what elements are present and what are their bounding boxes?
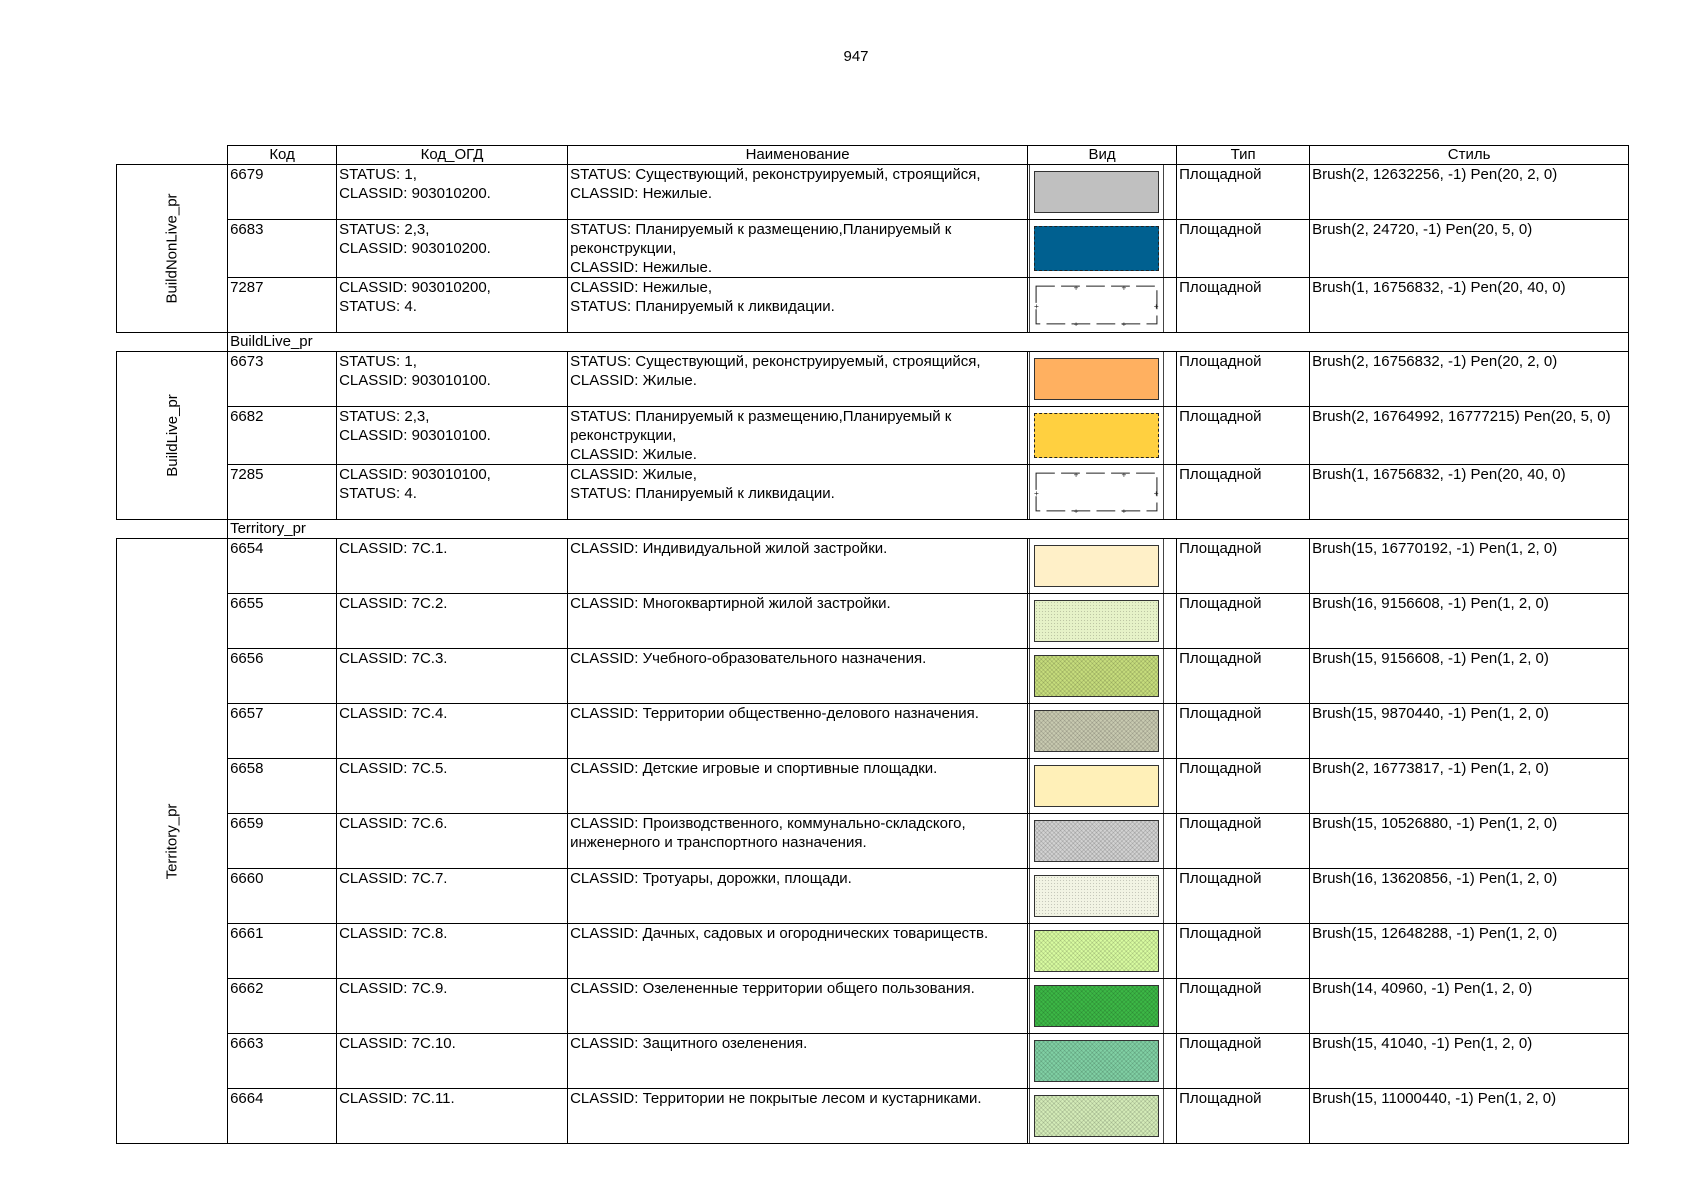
section-label: Territory_pr	[228, 520, 1629, 539]
type-cell: Площадной	[1177, 407, 1310, 465]
swatch-cell	[1028, 539, 1177, 594]
section-gap	[117, 520, 228, 539]
ogd-code-cell: CLASSID: 7С.5.	[337, 759, 568, 814]
table-row	[117, 407, 1629, 465]
fill-swatch	[1034, 875, 1159, 917]
code-cell: 6673	[228, 352, 337, 407]
name-cell: STATUS: Планируемый к размещению,Планируемый к реконструкции, CLASSID: Нежилые.	[568, 220, 1028, 278]
type-cell: Площадной	[1177, 165, 1310, 220]
fill-swatch	[1034, 226, 1159, 271]
fill-swatch	[1034, 930, 1159, 972]
name-cell: CLASSID: Детские игровые и спортивные площадки.	[568, 759, 1028, 814]
name-cell: CLASSID: Озелененные территории общего пользования.	[568, 979, 1028, 1034]
ogd-code-cell: CLASSID: 7С.9.	[337, 979, 568, 1034]
code-cell: 6657	[228, 704, 337, 759]
code-cell: 6654	[228, 539, 337, 594]
ogd-code-cell: CLASSID: 7С.11.	[337, 1089, 568, 1144]
header-kod-ogd: Код_ОГД	[337, 146, 568, 165]
fill-swatch	[1034, 655, 1159, 697]
table-row	[117, 278, 1629, 333]
header-style: Стиль	[1310, 146, 1629, 165]
type-cell: Площадной	[1177, 924, 1310, 979]
code-cell: 6658	[228, 759, 337, 814]
table-row	[117, 704, 1629, 759]
ogd-code-cell: CLASSID: 7С.10.	[337, 1034, 568, 1089]
page-number: 947	[843, 48, 869, 65]
style-cell: Brush(16, 9156608, -1) Pen(1, 2, 0)	[1310, 594, 1629, 649]
group-label: BuildLive_pr	[163, 394, 181, 477]
table-row	[117, 924, 1629, 979]
fill-swatch	[1034, 765, 1159, 807]
group-label-cell	[117, 539, 228, 1144]
style-cell: Brush(15, 11000440, -1) Pen(1, 2, 0)	[1310, 1089, 1629, 1144]
style-cell: Brush(2, 12632256, -1) Pen(20, 2, 0)	[1310, 165, 1629, 220]
group-label: Territory_pr	[163, 803, 181, 879]
name-cell: STATUS: Планируемый к размещению,Планируемый к реконструкции, CLASSID: Жилые.	[568, 407, 1028, 465]
name-cell: CLASSID: Тротуары, дорожки, площади.	[568, 869, 1028, 924]
code-cell: 6682	[228, 407, 337, 465]
ogd-code-cell: CLASSID: 7С.6.	[337, 814, 568, 869]
svg-text:+: +	[1121, 319, 1127, 326]
legend-body	[117, 165, 1629, 1144]
type-cell: Площадной	[1177, 220, 1310, 278]
name-cell: CLASSID: Территории общественно-делового назначения.	[568, 704, 1028, 759]
header-kod: Код	[228, 146, 337, 165]
table-row	[117, 165, 1629, 220]
name-cell: CLASSID: Многоквартирной жилой застройки.	[568, 594, 1028, 649]
style-cell: Brush(15, 41040, -1) Pen(1, 2, 0)	[1310, 1034, 1629, 1089]
type-cell: Площадной	[1177, 465, 1310, 520]
name-cell: CLASSID: Нежилые, STATUS: Планируемый к ликвидации.	[568, 278, 1028, 333]
code-cell: 7287	[228, 278, 337, 333]
table-row	[117, 979, 1629, 1034]
ogd-code-cell: CLASSID: 7С.3.	[337, 649, 568, 704]
swatch-cell	[1028, 649, 1177, 704]
style-cell: Brush(15, 16770192, -1) Pen(1, 2, 0)	[1310, 539, 1629, 594]
swatch-cell	[1028, 1089, 1177, 1144]
table-row	[117, 594, 1629, 649]
swatch-cell	[1028, 869, 1177, 924]
section-row	[117, 520, 1629, 539]
code-cell: 6662	[228, 979, 337, 1034]
ogd-code-cell: CLASSID: 7С.8.	[337, 924, 568, 979]
swatch-cell	[1028, 220, 1177, 278]
table-row	[117, 220, 1629, 278]
name-cell: CLASSID: Индивидуальной жилой застройки.	[568, 539, 1028, 594]
type-cell: Площадной	[1177, 352, 1310, 407]
fill-swatch	[1034, 1095, 1159, 1137]
style-cell: Brush(2, 16756832, -1) Pen(20, 2, 0)	[1310, 352, 1629, 407]
style-cell: Brush(16, 13620856, -1) Pen(1, 2, 0)	[1310, 869, 1629, 924]
svg-text:+: +	[1073, 319, 1079, 326]
style-cell: Brush(1, 16756832, -1) Pen(20, 40, 0)	[1310, 465, 1629, 520]
section-label: BuildLive_pr	[228, 333, 1629, 352]
section-row	[117, 333, 1629, 352]
code-cell: 6664	[228, 1089, 337, 1144]
ogd-code-cell: STATUS: 2,3, CLASSID: 903010100.	[337, 407, 568, 465]
section-gap	[117, 333, 228, 352]
type-cell: Площадной	[1177, 594, 1310, 649]
ogd-code-cell: CLASSID: 7С.7.	[337, 869, 568, 924]
style-cell: Brush(15, 10526880, -1) Pen(1, 2, 0)	[1310, 814, 1629, 869]
style-cell: Brush(2, 16764992, 16777215) Pen(20, 5, 0)	[1310, 407, 1629, 465]
name-cell: CLASSID: Территории не покрытые лесом и кустарниками.	[568, 1089, 1028, 1144]
ogd-code-cell: CLASSID: 7С.2.	[337, 594, 568, 649]
code-cell: 6655	[228, 594, 337, 649]
svg-text:+: +	[1073, 471, 1079, 480]
fill-swatch	[1034, 471, 1159, 513]
table-row	[117, 1089, 1629, 1144]
swatch-cell	[1028, 278, 1177, 333]
type-cell: Площадной	[1177, 1034, 1310, 1089]
svg-text:+: +	[1153, 301, 1159, 312]
fill-swatch	[1034, 985, 1159, 1027]
swatch-cell	[1028, 979, 1177, 1034]
table-row	[117, 814, 1629, 869]
code-cell: 6661	[228, 924, 337, 979]
code-cell: 6660	[228, 869, 337, 924]
svg-text:+: +	[1153, 488, 1159, 499]
style-cell: Brush(15, 9156608, -1) Pen(1, 2, 0)	[1310, 649, 1629, 704]
ogd-code-cell: CLASSID: 903010100, STATUS: 4.	[337, 465, 568, 520]
ogd-code-cell: CLASSID: 903010200, STATUS: 4.	[337, 278, 568, 333]
group-label-cell	[117, 165, 228, 333]
header-view: Вид	[1028, 146, 1177, 165]
legend-table	[116, 145, 1629, 1144]
name-cell: CLASSID: Производственного, коммунально-складского, инженерного и транспортного назначения.	[568, 814, 1028, 869]
type-cell: Площадной	[1177, 539, 1310, 594]
svg-text:+: +	[1034, 301, 1039, 312]
name-cell: CLASSID: Дачных, садовых и огороднических товариществ.	[568, 924, 1028, 979]
style-cell: Brush(2, 24720, -1) Pen(20, 5, 0)	[1310, 220, 1629, 278]
swatch-cell	[1028, 814, 1177, 869]
code-cell: 6659	[228, 814, 337, 869]
fill-swatch	[1034, 413, 1159, 458]
svg-text:+: +	[1121, 471, 1127, 480]
dashed-outline-icon	[1034, 471, 1159, 513]
ogd-code-cell: STATUS: 1, CLASSID: 903010200.	[337, 165, 568, 220]
style-cell: Brush(1, 16756832, -1) Pen(20, 40, 0)	[1310, 278, 1629, 333]
swatch-cell	[1028, 594, 1177, 649]
table-row	[117, 759, 1629, 814]
type-cell: Площадной	[1177, 814, 1310, 869]
name-cell: CLASSID: Защитного озеленения.	[568, 1034, 1028, 1089]
swatch-cell	[1028, 759, 1177, 814]
swatch-cell	[1028, 165, 1177, 220]
name-cell: STATUS: Существующий, реконструируемый, строящийся, CLASSID: Нежилые.	[568, 165, 1028, 220]
header-corner	[117, 146, 228, 165]
code-cell: 6679	[228, 165, 337, 220]
type-cell: Площадной	[1177, 979, 1310, 1034]
svg-text:+: +	[1073, 506, 1079, 513]
type-cell: Площадной	[1177, 759, 1310, 814]
name-cell: CLASSID: Учебного-образовательного назначения.	[568, 649, 1028, 704]
svg-text:+: +	[1121, 506, 1127, 513]
ogd-code-cell: STATUS: 2,3, CLASSID: 903010200.	[337, 220, 568, 278]
dashed-outline-icon	[1034, 284, 1159, 326]
ogd-code-cell: CLASSID: 7С.1.	[337, 539, 568, 594]
type-cell: Площадной	[1177, 1089, 1310, 1144]
ogd-code-cell: STATUS: 1, CLASSID: 903010100.	[337, 352, 568, 407]
code-cell: 6656	[228, 649, 337, 704]
code-cell: 6683	[228, 220, 337, 278]
type-cell: Площадной	[1177, 649, 1310, 704]
code-cell: 6663	[228, 1034, 337, 1089]
fill-swatch	[1034, 358, 1159, 400]
table-row	[117, 1034, 1629, 1089]
table-row	[117, 649, 1629, 704]
table-row	[117, 539, 1629, 594]
fill-swatch	[1034, 600, 1159, 642]
group-label-cell	[117, 352, 228, 520]
name-cell: CLASSID: Жилые, STATUS: Планируемый к ликвидации.	[568, 465, 1028, 520]
swatch-cell	[1028, 407, 1177, 465]
ogd-code-cell: CLASSID: 7С.4.	[337, 704, 568, 759]
fill-swatch	[1034, 545, 1159, 587]
fill-swatch	[1034, 1040, 1159, 1082]
fill-swatch	[1034, 820, 1159, 862]
svg-text:+: +	[1073, 284, 1079, 293]
table-row	[117, 869, 1629, 924]
fill-swatch	[1034, 171, 1159, 213]
name-cell: STATUS: Существующий, реконструируемый, строящийся, CLASSID: Жилые.	[568, 352, 1028, 407]
style-cell: Brush(15, 9870440, -1) Pen(1, 2, 0)	[1310, 704, 1629, 759]
style-cell: Brush(14, 40960, -1) Pen(1, 2, 0)	[1310, 979, 1629, 1034]
swatch-cell	[1028, 1034, 1177, 1089]
svg-text:+: +	[1121, 284, 1127, 293]
header-name: Наименование	[568, 146, 1028, 165]
style-cell: Brush(15, 12648288, -1) Pen(1, 2, 0)	[1310, 924, 1629, 979]
header-row	[117, 146, 1629, 165]
swatch-cell	[1028, 465, 1177, 520]
table-row	[117, 352, 1629, 407]
code-cell: 7285	[228, 465, 337, 520]
style-cell: Brush(2, 16773817, -1) Pen(1, 2, 0)	[1310, 759, 1629, 814]
header-type: Тип	[1177, 146, 1310, 165]
type-cell: Площадной	[1177, 704, 1310, 759]
type-cell: Площадной	[1177, 869, 1310, 924]
group-label: BuildNonLive_pr	[163, 193, 181, 304]
fill-swatch	[1034, 284, 1159, 326]
table-row	[117, 465, 1629, 520]
swatch-cell	[1028, 704, 1177, 759]
swatch-cell	[1028, 924, 1177, 979]
fill-swatch	[1034, 710, 1159, 752]
swatch-cell	[1028, 352, 1177, 407]
svg-text:+: +	[1034, 488, 1039, 499]
type-cell: Площадной	[1177, 278, 1310, 333]
